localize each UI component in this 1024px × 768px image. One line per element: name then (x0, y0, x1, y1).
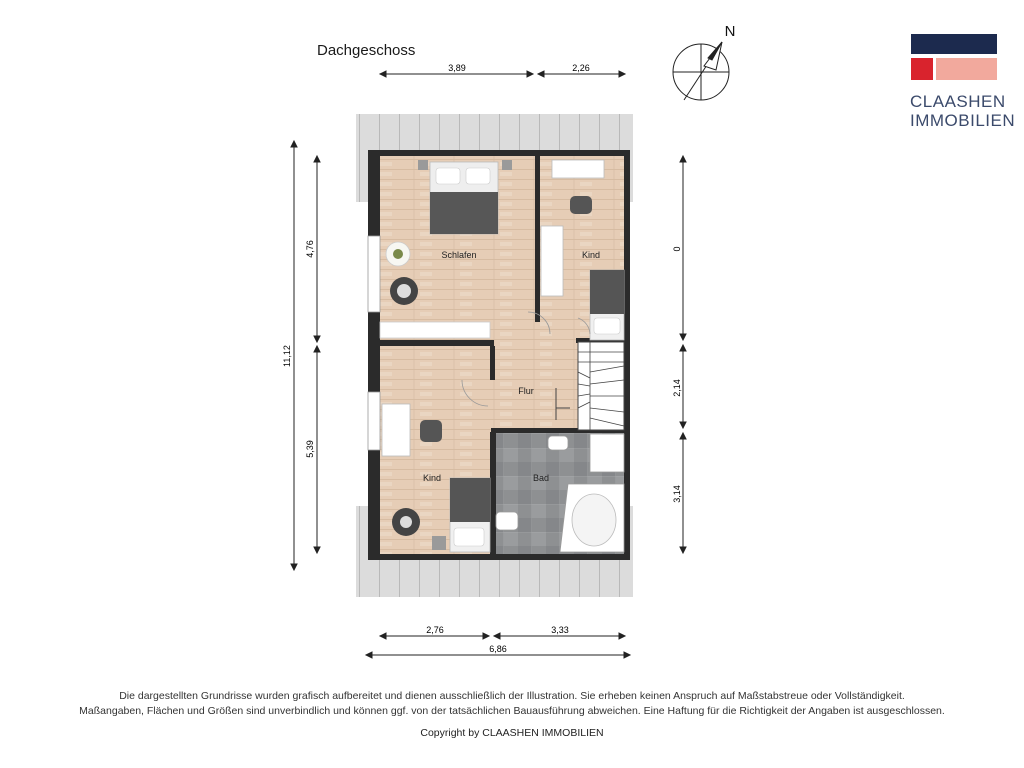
dim-bottom-left: 2,76 (426, 625, 444, 635)
label-schlafen: Schlafen (441, 250, 477, 260)
label-kind-top: Kind (581, 250, 601, 260)
dim-right-middle: 2,14 (672, 379, 682, 397)
plan-title: Dachgeschoss (317, 42, 416, 59)
dim-top-left: 3,89 (448, 63, 466, 73)
brand-subname: IMMOBILIEN (910, 111, 1016, 130)
dim-left-lower: 5,39 (305, 440, 315, 458)
dim-left-upper: 4,76 (305, 240, 315, 258)
north-compass-icon (673, 42, 729, 100)
north-label: N (724, 23, 736, 40)
dim-bottom-right: 3,33 (551, 625, 569, 635)
dim-left-total: 11,12 (282, 345, 292, 367)
disclaimer-line-1: Die dargestellten Grundrisse wurden grafisch aufbereitet und dienen ausschließlich der Illustration. Sie erheben keinen Anspruch auf Maßstabstreue oder Vollständigkeit. (119, 690, 905, 702)
dim-top-right: 2,26 (572, 63, 590, 73)
dim-right-lower: 3,14 (672, 485, 682, 503)
dim-right-upper: 0 (672, 246, 682, 252)
copyright: Copyright by CLAASHEN IMMOBILIEN (420, 727, 604, 739)
label-kind-bottom: Kind (422, 473, 442, 483)
brand-name: CLAASHEN (910, 92, 1006, 111)
label-flur: Flur (518, 386, 534, 396)
dim-bottom-total: 6,86 (489, 644, 507, 654)
disclaimer-line-2: Maßangaben, Flächen und Größen sind unverbindlich und können ggf. von der tatsächlichen Bauausführung abweichen. Eine Haftung für die Richtigkeit der Angaben ist ausgeschlossen. (79, 705, 945, 717)
label-bad: Bad (532, 473, 550, 483)
